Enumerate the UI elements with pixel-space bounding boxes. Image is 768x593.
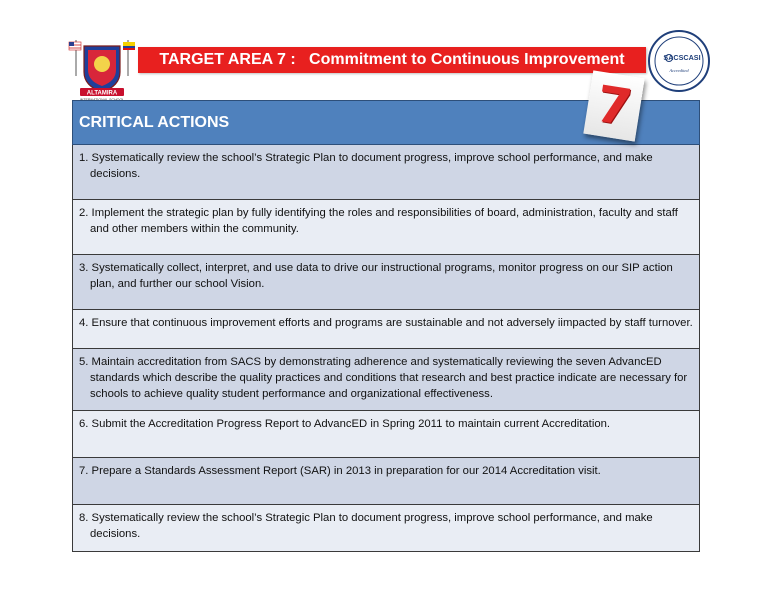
table-cell [73, 145, 700, 200]
action-text: 6. Submit the Accreditation Progress Report to AdvancED in Spring 2011 to maintain current Accreditation. [79, 418, 611, 430]
table-cell [73, 200, 700, 255]
action-text: 5. Maintain accreditation from SACS by demonstrating adherence and systematically reviewing the seven AdvancED standards which describe the quality practices and conditions that research and best practice indicate are necessary for schools to achieve quality student performance and organizational effectiveness. [79, 356, 688, 400]
table-cell [73, 349, 700, 411]
school-logo-text: ALTAMIRA [86, 90, 118, 97]
target-area-number-badge [583, 70, 644, 141]
table-row [73, 145, 700, 200]
school-logo [66, 36, 138, 102]
action-text: 4. Ensure that continuous improvement efforts and programs are sustainable and not adversely iimpacted by staff turnover. [79, 317, 693, 329]
table-row [73, 349, 700, 411]
badge-number: 7 [592, 74, 636, 138]
table-cell [73, 310, 700, 349]
table-cell [73, 255, 700, 310]
accreditation-seal [648, 30, 710, 92]
table-row [73, 255, 700, 310]
table-row [73, 505, 700, 552]
critical-actions-table [72, 100, 700, 552]
table-row [73, 411, 700, 458]
action-text: 7. Prepare a Standards Assessment Report (SAR) in 2013 in preparation for our 2014 Accreditation visit. [79, 465, 601, 477]
table-cell [73, 505, 700, 552]
table-row [73, 458, 700, 505]
crest-emblem-icon [94, 56, 110, 72]
table-row [73, 200, 700, 255]
action-text: 1. Systematically review the school’s Strategic Plan to document progress, improve school performance, and make decisions. [79, 152, 653, 180]
seal-subtext: Accredited [669, 68, 689, 73]
flag-colombia-icon [123, 40, 135, 76]
table-row [73, 310, 700, 349]
banner-title: TARGET AREA 7 : Commitment to Continuous Improvement [159, 51, 625, 68]
table-heading: CRITICAL ACTIONS [73, 101, 700, 145]
table-cell [73, 411, 700, 458]
action-text: 3. Systematically collect, interpret, and use data to drive our instructional programs, monitor progress on our SIP action plan, and further our school Vision. [79, 262, 673, 290]
seal-text: SACSCASI [663, 53, 701, 62]
action-text: 2. Implement the strategic plan by fully identifying the roles and responsibilities of board, administration, faculty and staff and other members within the community. [79, 207, 678, 235]
table-cell [73, 458, 700, 505]
flag-usa-icon [69, 40, 81, 76]
title-banner [138, 47, 646, 73]
action-text: 8. Systematically review the school’s Strategic Plan to document progress, improve school performance, and make decisions. [79, 512, 653, 540]
